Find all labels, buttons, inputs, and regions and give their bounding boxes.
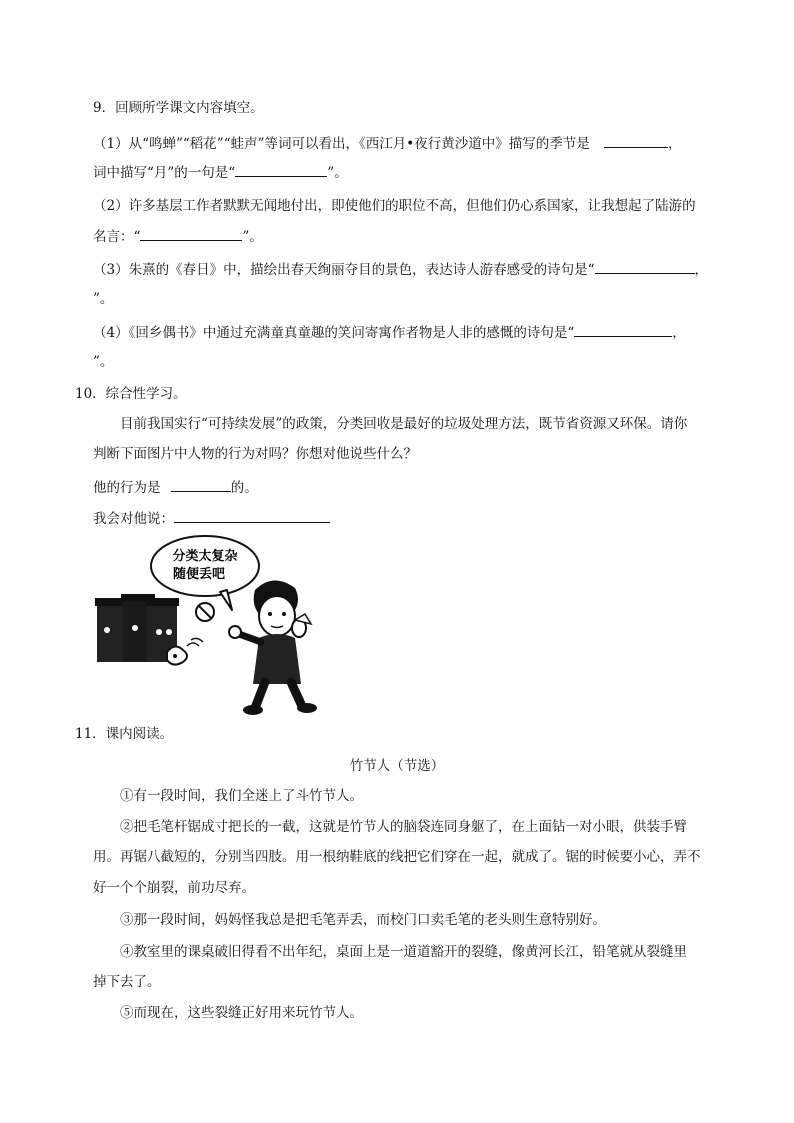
q9-part3-text: （3）朱熹的《春日》中，描绘出春天绚丽夺目的景色，表达诗人游春感受的诗句是“ bbox=[93, 262, 595, 278]
q9-part1-line1 bbox=[93, 133, 682, 154]
q9-part2-text: 名言：“ bbox=[93, 229, 141, 245]
q9-part1-text: （1）从“鸣蝉”“稻花”“蛙声”等词可以看出，《西江月•夜行黄沙道中》描写的季节是 bbox=[93, 136, 590, 152]
q9-part2-blank[interactable] bbox=[140, 226, 242, 241]
q10-say-label: 我会对他说： bbox=[93, 511, 174, 527]
q9-part1-blank-moon[interactable] bbox=[235, 162, 327, 177]
q9-heading: 9．回顾所学课文内容填空。 bbox=[93, 100, 264, 116]
q10-say-blank[interactable] bbox=[174, 508, 330, 523]
q10-behavior-blank[interactable] bbox=[171, 477, 231, 492]
q9-part1-blank-season[interactable] bbox=[604, 133, 668, 148]
passage-para4-line1: ④教室里的课桌破旧得看不出年纪，桌面上是一道道豁开的裂缝，像黄河长江，铅笔就从裂缝里 bbox=[120, 944, 687, 960]
passage-para2-line2: 用。再锯八截短的，分别当四肢。用一根纳鞋底的线把它们穿在一起，就成了。锯的时候要小心，弄不 bbox=[93, 849, 701, 865]
q9-part2-line1: （2）许多基层工作者默默无闻地付出，即使他们的职位不高，但他们仍心系国家，让我想起了陆游的 bbox=[93, 198, 696, 214]
passage-para4-line2: 掉下去了。 bbox=[93, 974, 161, 990]
speech-bubble bbox=[151, 536, 259, 596]
passage-para2-line1: ②把毛笔杆锯成寸把长的一截，这就是竹节人的脑袋连同身躯了，在上面钻一对小眼，供装手臂 bbox=[120, 819, 687, 835]
q9-part3-blank[interactable] bbox=[595, 259, 695, 274]
passage-para2-line3: 好一个个崩裂，前功尽弃。 bbox=[93, 880, 255, 896]
q10-line3 bbox=[93, 477, 258, 498]
q9-part1-moon-text: 词中描写“月”的一句是“ bbox=[93, 165, 236, 181]
q9-part1-comma: ， bbox=[668, 136, 682, 152]
q9-part3-line1 bbox=[93, 259, 708, 280]
q9-part1-line2 bbox=[93, 162, 348, 183]
q10-behavior-label: 他的行为是 bbox=[93, 480, 161, 496]
q9-part4-comma: ， bbox=[672, 325, 686, 341]
q10-line4 bbox=[93, 508, 330, 529]
speech-text-line1: 分类太复杂 bbox=[172, 549, 238, 564]
passage-para1: ①有一段时间，我们全迷上了斗竹节人。 bbox=[120, 788, 363, 804]
q11-heading: 11．课内阅读。 bbox=[75, 726, 174, 742]
q10-behavior-suffix: 的。 bbox=[230, 480, 258, 496]
q9-part1-close: ”。 bbox=[327, 165, 348, 181]
q9-part4-line1 bbox=[93, 322, 686, 343]
q9-part4-line2: ”。 bbox=[93, 354, 114, 370]
q10-heading: 10．综合性学习。 bbox=[75, 386, 187, 402]
q9-part2-close: ”。 bbox=[242, 229, 263, 245]
q9-part4-blank[interactable] bbox=[574, 322, 672, 337]
q9-part4-text: （4）《回乡偶书》中通过充满童真童趣的笑问寄寓作者物是人非的感慨的诗句是“ bbox=[93, 325, 575, 341]
q10-line1: 目前我国实行“可持续发展”的政策，分类回收是最好的垃圾处理方法，既节省资源又环保。请你 bbox=[120, 416, 688, 432]
speech-text-line2: 随便丢吧 bbox=[172, 567, 226, 582]
q9-part3-comma: ， bbox=[694, 262, 708, 278]
littering-illustration bbox=[95, 530, 335, 716]
person-figure bbox=[229, 580, 317, 715]
q10-line2: 判断下面图片中人物的行为对吗？你想对他说些什么？ bbox=[93, 446, 417, 462]
q9-part3-line2: ”。 bbox=[93, 291, 114, 307]
passage-para3: ③那一段时间，妈妈怪我总是把毛笔弄丢，而校门口卖毛笔的老头则生意特别好。 bbox=[120, 912, 606, 928]
q9-part2-line2 bbox=[93, 226, 263, 247]
passage-title: 竹节人（节选） bbox=[349, 758, 445, 774]
prohibited-icon bbox=[196, 603, 214, 621]
passage-para5: ⑤而现在，这些裂缝正好用来玩竹节人。 bbox=[120, 1005, 363, 1021]
